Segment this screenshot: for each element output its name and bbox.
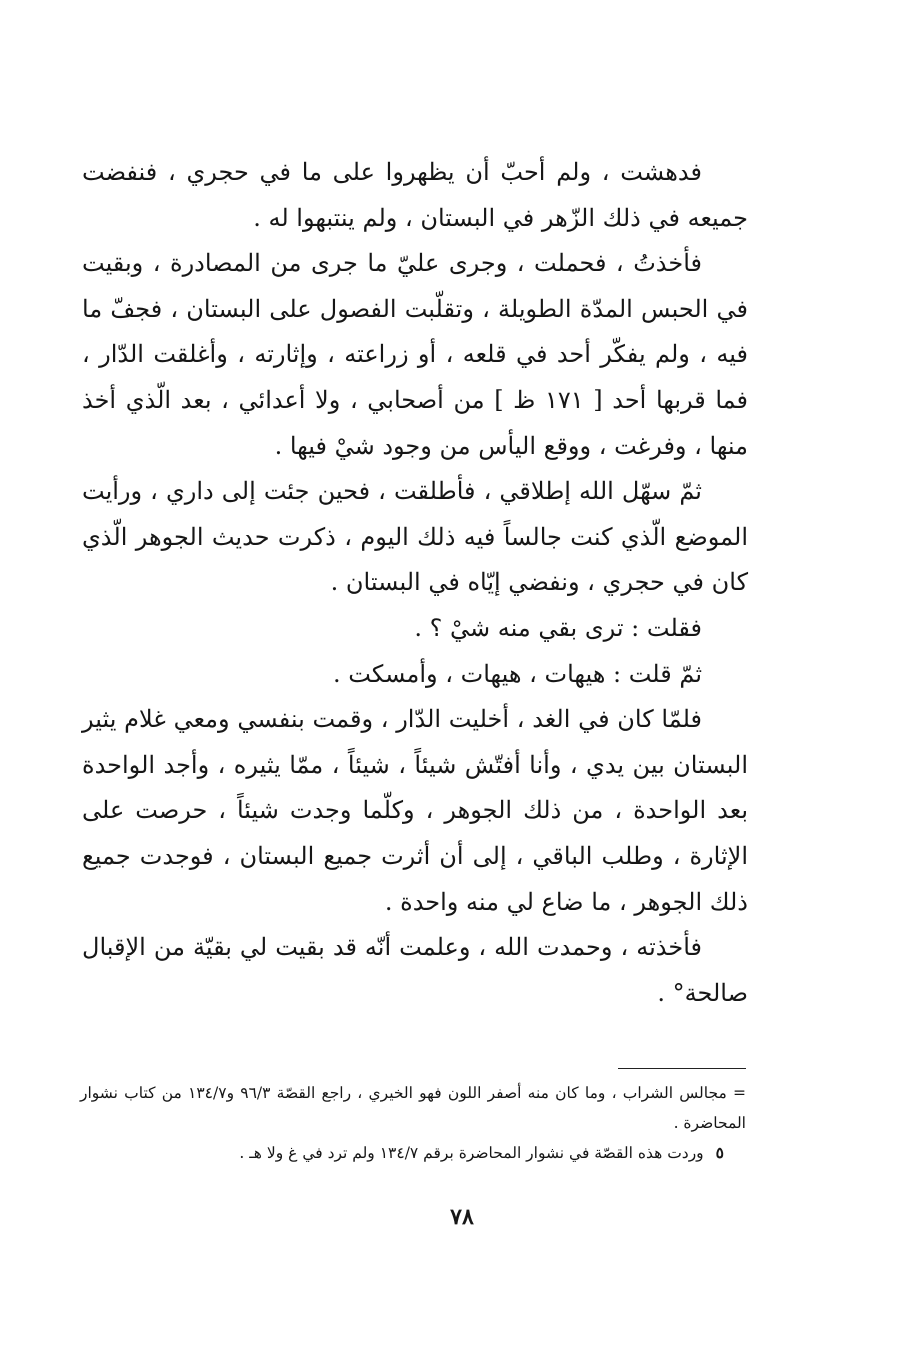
paragraph-7: فأخذته ، وحمدت الله ، وعلمت أنّه قد بقيت لي بقيّة من الإقبال صالحة° .	[82, 933, 748, 1007]
footnote-marker: ٥	[715, 1143, 724, 1162]
footnote-5	[80, 1138, 746, 1168]
footnote-text: وردت هذه القصّة في نشوار المحاضرة برقم ١٣٤/٧ ولم ترد في غ ولا هـ .	[239, 1144, 704, 1162]
paragraph-5: ثمّ قلت : هيهات ، هيهات ، وأمسكت .	[333, 659, 702, 688]
footnote-text: = مجالس الشراب ، وما كان منه أصفر اللون فهو الخيري ، راجع القصّة ٩٦/٣ و١٣٤/٧ من كتاب نشوار المحاضرة .	[80, 1084, 746, 1132]
paragraph-6: فلمّا كان في الغد ، أخليت الدّار ، وقمت بنفسي ومعي غلام يثير البستان بين يدي ، وأنا أفتّش شيئاً ، شيئاً ، ممّا يثيره ، وأجد الواحدة بعد الواحدة ، من ذلك الجوهر ، وكلّما وجدت شيئاً ، حرصت على الإثارة ، وطلب الباقي ، إلى أن أثرت جميع البستان ، فوجدت جميع ذلك الجوهر ، ما ضاع لي منه واحدة .	[82, 705, 748, 916]
footnote-continuation	[80, 1078, 746, 1138]
footnote-divider	[618, 1068, 746, 1069]
footnotes	[80, 1078, 746, 1168]
paragraph-4: فقلت : ترى بقي منه شيْ ؟ .	[414, 613, 702, 642]
main-text	[82, 150, 748, 1016]
paragraph-1: فدهشت ، ولم أحبّ أن يظهروا على ما في حجري ، فنفضت جميعه في ذلك الزّهر في البستان ، ولم ينتبهوا له .	[82, 158, 748, 232]
paragraph-3: ثمّ سهّل الله إطلاقي ، فأطلقت ، فحين جئت إلى داري ، ورأيت الموضع الّذي كنت جالساً فيه ذلك اليوم ، ذكرت حديث الجوهر الّذي كان في حجري ، ونفضي إيّاه في البستان .	[82, 477, 748, 597]
page-number: ٧٨	[450, 1204, 474, 1230]
paragraph-2: فأخذتُ ، فحملت ، وجرى عليّ ما جرى من المصادرة ، وبقيت في الحبس المدّة الطويلة ، وتقلّبت الفصول على البستان ، فجفّ ما فيه ، ولم يفكّر أحد في قلعه ، أو زراعته ، وإثارته ، وأغلقت الدّار ، فما قربها أحد [ ١٧١ ظ ] من أصحابي ، ولا أعدائي ، بعد الّذي أخذ منها ، وفرغت ، ووقع اليأس من وجود شيْ فيها .	[82, 249, 748, 460]
